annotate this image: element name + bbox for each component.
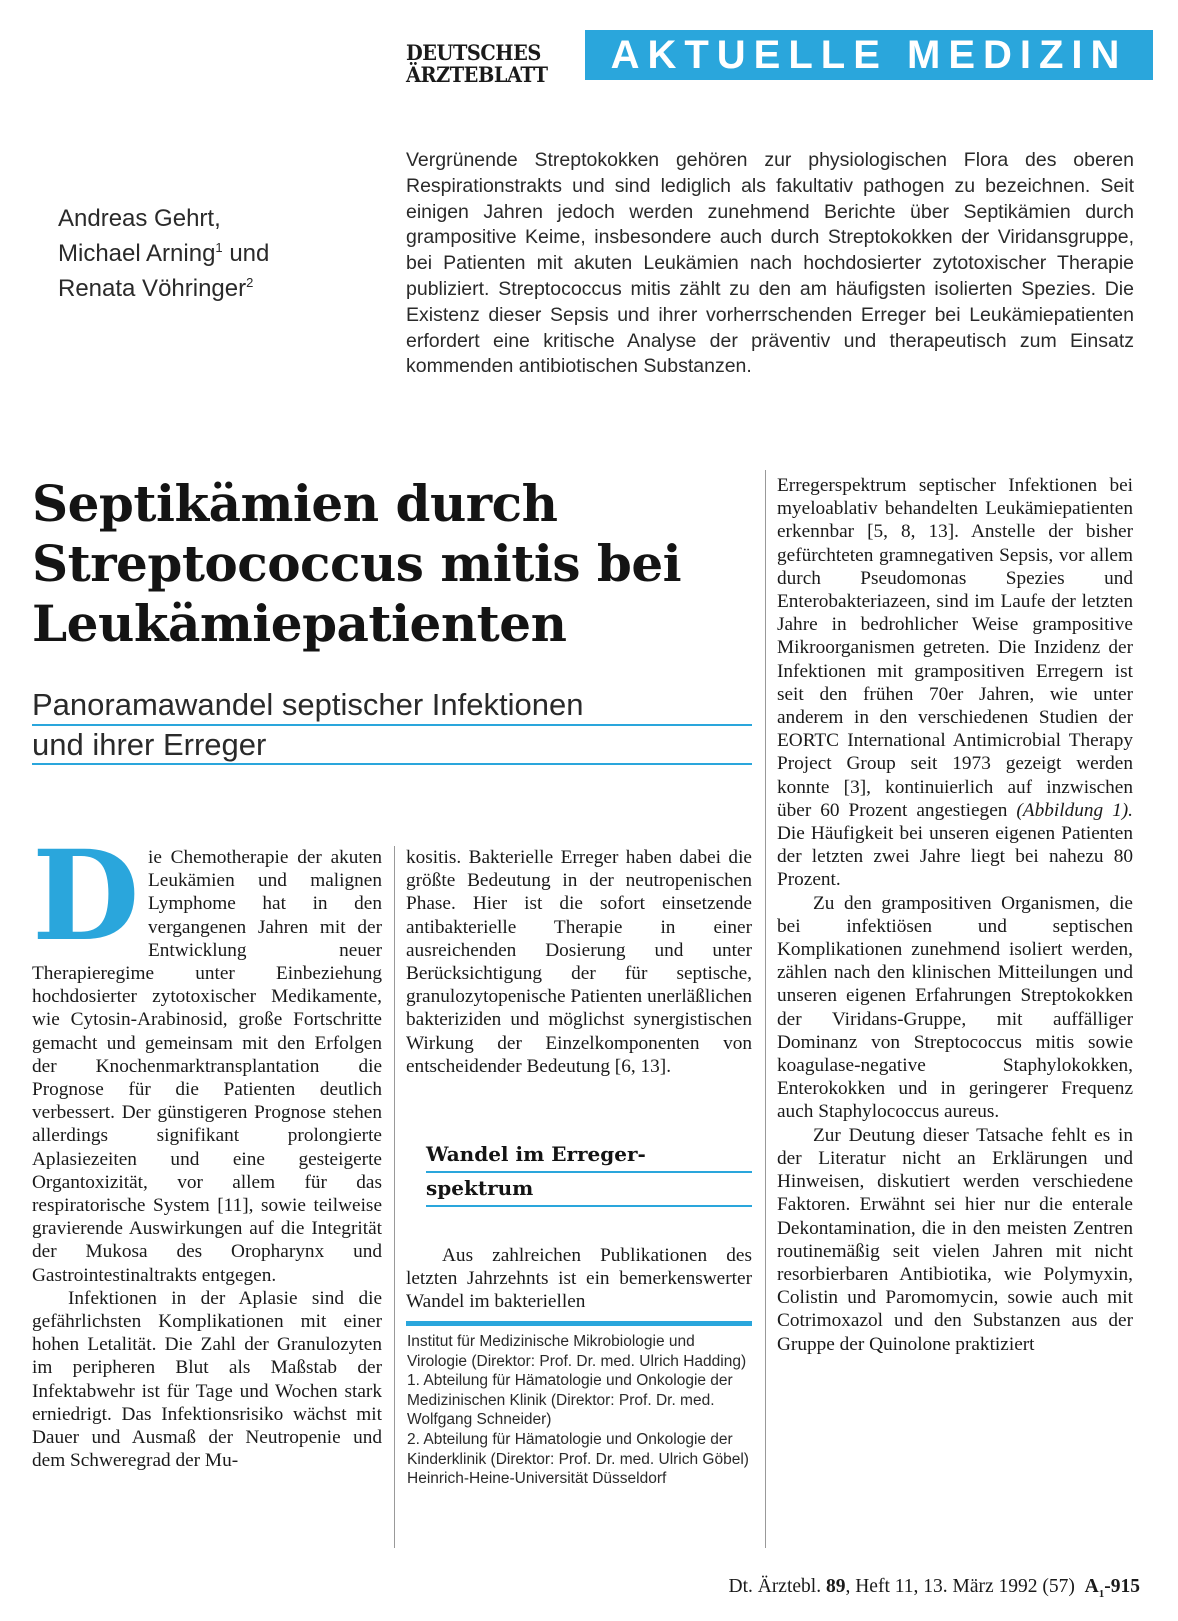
subtitle-rule-2 xyxy=(32,763,752,765)
paragraph: Zur Deutung dieser Tatsache fehlt es in der Literatur nicht an Erklärungen und Hinweisen, diskutiert werden verschiedene Faktoren. Erwähnt sei hier nur die enterale Dekontamination, die in den meisten Zentren routinemäßig seit vielen Jahren mit nicht resorbierbaren Antibiotika, wie Polymyxin, Colistin und Paromomycin, sowie auch mit Cotrimoxazol und den Substanzen aus der Gruppe der Quinolone praktiziert xyxy=(777,1124,1133,1355)
journal-logo xyxy=(406,42,582,86)
body-column-2 xyxy=(406,846,752,1078)
heading-rule-2 xyxy=(426,1205,752,1207)
section-heading: Wandel im Erreger- spektrum xyxy=(426,1142,646,1200)
author-1: Andreas Gehrt, xyxy=(58,205,221,232)
affiliation-rule xyxy=(406,1321,752,1326)
article-title: Septikämien durch Streptococcus mitis bei Leukämiepatienten xyxy=(32,474,682,653)
abstract: Vergrünende Streptokokken gehören zur physiologischen Flora des oberen Respirationstrakts und sind lediglich als fakultativ pathogen zu bezeichnen. Seit einigen Jahren jedoch werden zunehmend Berichte über Septikämien durch grampositive Keime, insbesondere auch durch Streptokokken der Viridansgruppe, bei Patienten mit akuten Leukämien nach hochdosierter zytotoxischer Therapie publiziert. Streptococcus mitis zählt zu den am häufigsten isolierten Spezies. Die Existenz dieser Sepsis und ihrer vorherrschenden Erreger bei Leukämiepatienten erfordert eine kritische Analyse der präventiv und therapeutisch zum Einsatz kommenden antibiotischen Substanzen. xyxy=(406,149,1134,378)
column-divider-2 xyxy=(765,470,766,1548)
paragraph: Erregerspektrum septischer Infektionen bei myeloablativ behandelten Leukämiepatienten erkennbar [5, 8, 13]. Anstelle der bisher gefürchteten gramnegativen Sepsis, vor allem durch Pseudomonas Spezies und Enterobakteriazeen, sind im Laufe der letzten Jahre in bedrohlicher Weise grampositive Mikroorganismen getreten. Die Inzidenz der Infektionen mit grampositiven Erregern ist seit den frühen 70er Jahren, wie unter anderem in den verschiedenen Studien der EORTC International Antimicrobial Therapy Project Group seit 1973 gezeigt werden konnte [3], kontinuierlich auf inzwischen über 60 Prozent angestiegen (Abbildung 1). Die Häufigkeit bei unseren eigenen Patienten der letzten zwei Jahre liegt bei nahezu 80 Prozent. xyxy=(777,475,1133,891)
paragraph: Zu den grampositiven Organismen, die bei infektiösen und septischen Komplikationen zunehmend isoliert werden, zählen nach den klinischen Mitteilungen und unseren eigenen Erfahrungen Streptokokken der Viridans-Gruppe, mit auffälliger Dominanz von Streptococcus mitis sowie koagulase-negative Staphylokokken, Enterokokken und in geringerer Frequenz auch Staphylococcus aureus. xyxy=(777,892,1133,1123)
paragraph: Infektionen in der Aplasie sind die gefährlichsten Komplikationen mit einer hohen Letalität. Die Zahl der Granulozyten im peripheren Blut als Maßstab der Infektabwehr ist für Tage und Wochen stark erniedrigt. Das Infektionsrisiko wächst mit Dauer und Ausmaß der Neutropenie und dem Schweregrad der Mu- xyxy=(32,1287,382,1472)
page-number: $A_1-915$ xyxy=(1084,1576,1140,1600)
page-footer: Dt. Ärztebl. 89, Heft 11, 13. März 1992 (57) $A_1-915$ xyxy=(728,1576,1140,1600)
paragraph: Aus zahlreichen Publikationen des letzten Jahrzehnts ist ein bemerkenswerter Wandel im bakteriellen xyxy=(406,1245,752,1313)
drop-cap: D xyxy=(32,824,140,969)
body-column-3 xyxy=(777,474,1133,1356)
section-banner: AKTUELLE MEDIZIN xyxy=(585,30,1153,80)
heading-rule-1 xyxy=(426,1171,752,1173)
subtitle-rule-1 xyxy=(32,724,752,726)
paragraph: kositis. Bakterielle Erreger haben dabei die größte Bedeutung in der neutropenischen Phase. Hier ist die sofort einsetzende antibakterielle Therapie in einer ausreichenden Dosierung und unter Berücksichtigung der für septische, granulozytopenische Patienten unerläßlichen bakteriziden und möglichst synergistischen Wirkung der Einzelkomponenten von entscheidender Bedeutung [6, 13]. xyxy=(406,847,752,1077)
author-2: Michael Arning$^1$ und xyxy=(58,240,270,267)
article-subtitle: Panoramawandel septischer Infektionen und ihrer Erreger xyxy=(32,687,584,762)
paragraph: Die Chemotherapie der akuten Leukämien und malignen Lymphome hat in den vergangenen Jahren mit der Entwicklung neuer Therapieregime unter Einbeziehung hochdosierter zytotoxischer Medikamente, wie Cytosin-Arabinosid, große Fortschritte gemacht und gemeinsam mit den Erfolgen der Knochenmarktransplantation die Prognose für die Patienten deutlich verbessert. Der günstigeren Prognose stehen allerdings signifikant prolongierte Aplasiezeiten und eine gesteigerte Organtoxizität, vor allem für das respiratorische System [11], sowie teilweise gravierende Auswirkungen auf die Integrität der Mukosa des Oropharynx und Gastrointestinaltrakts entgegen. xyxy=(32,824,382,1286)
author-list xyxy=(58,204,358,303)
logo-line-2: ÄRZTEBLATT xyxy=(406,62,548,87)
column-divider-1 xyxy=(394,846,395,1548)
logo-line-1: DEUTSCHES xyxy=(406,40,541,65)
author-3: Renata Vöhringer$^2$ xyxy=(58,275,254,302)
body-column-1 xyxy=(32,824,382,1472)
figure-reference: (Abbildung 1). xyxy=(1016,799,1133,821)
affiliation-note: Institut für Medizinische Mikrobiologie und Virologie (Direktor: Prof. Dr. med. Ulrich Hadding) 1. Abteilung für Hämatologie und Onkologie der Medizinischen Klinik (Direktor: Prof. Dr. med. Wolfgang Schneider) 2. Abteilung für Hämatologie und Onkologie der Kinderklinik (Direktor: Prof. Dr. med. Ulrich Göbel) Heinrich-Heine-Universität Düsseldorf xyxy=(407,1333,749,1488)
